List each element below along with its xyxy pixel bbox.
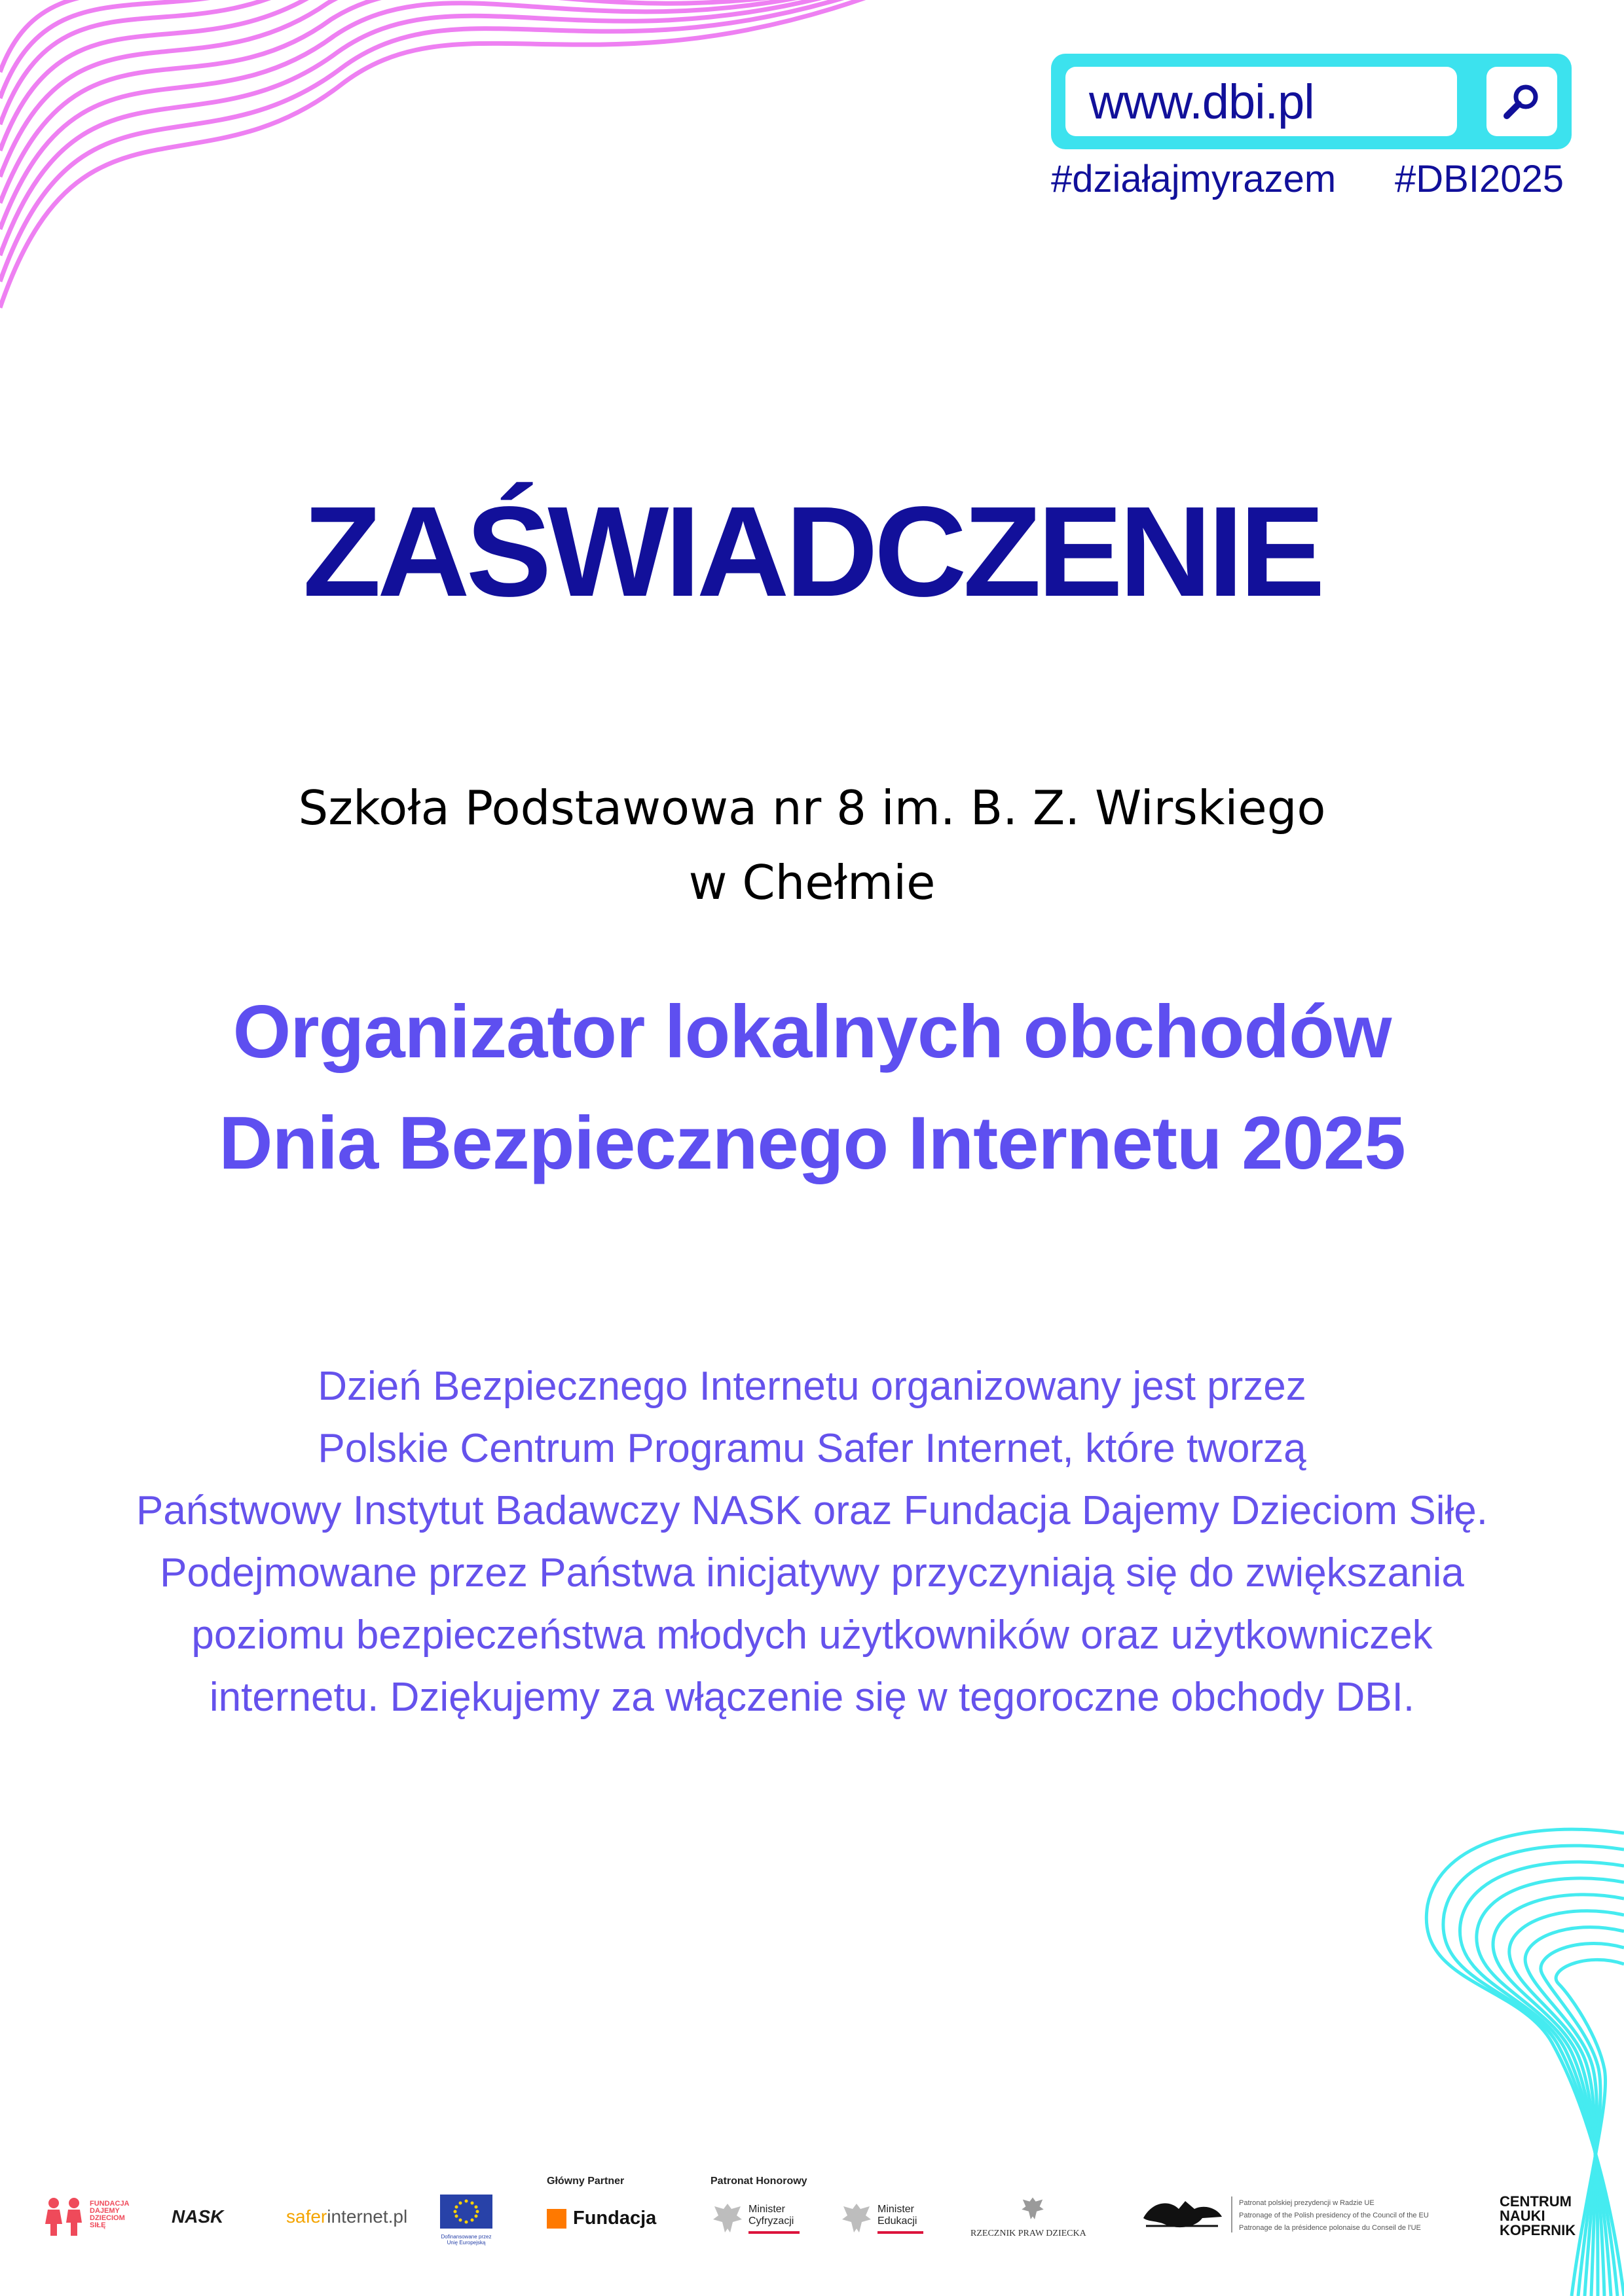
kopernik-line: KOPERNIK: [1500, 2222, 1576, 2238]
eagle-emblem-icon: [710, 2200, 745, 2238]
body-line: Podejmowane przez Państwa inicjatywy przyczyniają się do zwiększania: [160, 1550, 1464, 1595]
hashtag-dzialajmyrazem: #działajmyrazem: [1051, 158, 1337, 200]
presidency-emblem-icon: [1139, 2195, 1226, 2235]
body-line: internetu. Dziękujemy za włączenie się w tegoroczne obchody DBI.: [209, 1675, 1415, 1720]
certificate-title: ZAŚWIADCZENIE: [303, 480, 1321, 623]
url-search-box: [1051, 54, 1572, 149]
url-field: [1065, 67, 1457, 136]
eu-caption-line: Unię Europejską: [447, 2240, 486, 2246]
eu-flag-icon: [440, 2195, 492, 2229]
role-line1: Organizator lokalnych obchodów: [232, 991, 1392, 1074]
red-underline: [748, 2231, 800, 2234]
internet-text: internet.pl: [327, 2206, 408, 2227]
search-icon: [1500, 80, 1543, 123]
fdds-line: SIŁĘ: [90, 2221, 106, 2229]
eagle-emblem-icon: [840, 2200, 874, 2238]
orange-square-icon: [547, 2209, 566, 2229]
rzecznik-text: RZECZNIK PRAW DZIECKA: [970, 2229, 1086, 2238]
school-name-line2: w Chełmie: [688, 855, 936, 910]
presidency-line: Patronage of the Polish presidency of the Council of the EU: [1239, 2212, 1429, 2219]
honorary-patronage-label: Patronat Honorowy: [710, 2176, 807, 2187]
saferinternet-logo: [286, 2206, 407, 2227]
eagle-emblem-icon: [1020, 2195, 1046, 2223]
hashtag-dbi2025: #DBI2025: [1395, 158, 1564, 200]
red-underline: [877, 2231, 923, 2234]
body-line: Państwowy Instytut Badawczy NASK oraz Fundacja Dajemy Dzieciom Siłę.: [136, 1488, 1488, 1533]
fundacja-text: Fundacja: [573, 2208, 657, 2229]
pink-wave-decoration: [0, 0, 917, 327]
kopernik-line: CENTRUM: [1500, 2193, 1572, 2210]
body-line: Dzień Bezpiecznego Internetu organizowany jest przez: [318, 1364, 1306, 1409]
school-name-line1: Szkoła Podstawowa nr 8 im. B. Z. Wirskiego: [298, 780, 1326, 835]
eu-caption-line: Dofinansowane przez: [441, 2234, 492, 2240]
minister-line: Cyfryzacji: [748, 2215, 794, 2227]
search-button: [1486, 67, 1557, 136]
safer-text: safer: [286, 2206, 327, 2227]
main-partner-label: Główny Partner: [547, 2176, 625, 2187]
nask-logo: NASK: [172, 2206, 224, 2227]
minister-line: Minister: [748, 2204, 786, 2215]
role-line2: Dnia Bezpiecznego Internetu 2025: [219, 1102, 1405, 1185]
children-figures-icon: [43, 2196, 86, 2236]
fdds-line: FUNDACJA: [90, 2200, 130, 2208]
presidency-line: Patronat polskiej prezydencji w Radzie UE: [1239, 2199, 1375, 2207]
url-text: www.dbi.pl: [1089, 74, 1314, 129]
minister-line: Edukacji: [877, 2215, 917, 2227]
body-line: Polskie Centrum Programu Safer Internet, które tworzą: [318, 1426, 1306, 1471]
eu-logo: [440, 2195, 492, 2246]
fdds-line: DZIECIOM: [90, 2214, 125, 2222]
kopernik-line: NAUKI: [1500, 2208, 1545, 2224]
presidency-line: Patronage de la présidence polonaise du Conseil de l'UE: [1239, 2224, 1421, 2232]
body-line: poziomu bezpieczeństwa młodych użytkowników oraz użytkowniczek: [191, 1613, 1433, 1658]
certificate-body: [0, 1355, 1624, 1728]
minister-line: Minister: [877, 2204, 915, 2215]
kopernik-logo: [1500, 2195, 1576, 2238]
fdds-line: DAJEMY: [90, 2207, 120, 2215]
